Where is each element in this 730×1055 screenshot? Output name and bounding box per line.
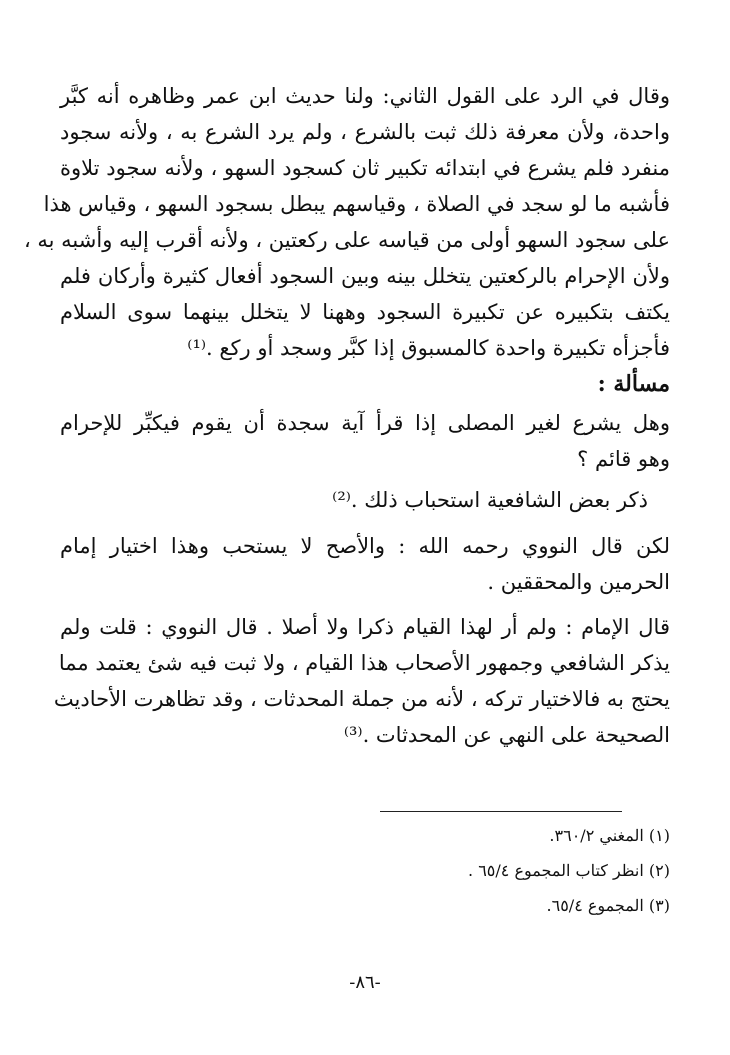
text-line: يحتج به فالاختيار تركه ، لأنه من جملة المحدثات ، وقد تظاهرت الأحاديث [53, 687, 670, 711]
text-line: واحدة، ولأن معرفة ذلك ثبت بالشرع ، ولم يرد الشرع به ، ولأنه سجود [60, 120, 670, 144]
text-line: يكتف بتكبيره عن تكبيرة السجود وههنا لا يتخلل بينهما سوى السلام [60, 300, 670, 324]
text-line: وهو قائم ؟ [577, 447, 670, 471]
question-paragraph [60, 405, 670, 477]
section-heading: مسألة : [597, 371, 670, 397]
footnote-1: (١) المغني ٣٦٠/٢. [549, 826, 670, 845]
text-line: على سجود السهو أولى من قياسه على ركعتين ، ولأنه أقرب إليه وأشبه به ، [23, 228, 670, 252]
paragraph-4 [53, 609, 670, 753]
text-line: فأجزأه تكبيرة واحدة كالمسبوق إذا كبَّر وسجد أو ركع .⁽¹⁾ [187, 336, 670, 360]
text-line: لكن قال النووي رحمه الله : والأصح لا يستحب وهذا اختيار إمام [60, 534, 670, 558]
text-line: ولأن الإحرام بالركعتين يتخلل بينه وبين السجود أفعال كثيرة وأركان فلم [60, 264, 670, 288]
footnote-2: (٢) انظر كتاب المجموع ٦٥/٤ . [468, 861, 670, 880]
page-number: -٨٦- [349, 972, 381, 993]
text-line: فأشبه ما لو سجد في الصلاة ، وقياسهم يبطل بسجود السهو ، وقياس هذا [43, 192, 670, 216]
paragraph-2 [60, 482, 670, 518]
paragraph-1 [23, 78, 670, 366]
footnote-3: (٣) المجموع ٦٥/٤. [546, 896, 670, 915]
text-line: قال الإمام : ولم أر لهذا القيام ذكرا ولا أصلا . قال النووي : قلت ولم [60, 615, 670, 639]
footnote-separator [380, 811, 622, 812]
text-line: يذكر الشافعي وجمهور الأصحاب هذا القيام ، ولا ثبت فيه شئ يعتمد مما [58, 651, 670, 675]
paragraph-3 [60, 528, 670, 600]
text-line: الحرمين والمحققين . [487, 570, 670, 594]
text-line: وهل يشرع لغير المصلى إذا قرأ آية سجدة أن يقوم فيكبِّر للإحرام [60, 411, 670, 435]
footnotes [270, 818, 670, 923]
text-line: وقال في الرد على القول الثاني: ولنا حديث ابن عمر وظاهره أنه كبَّر [60, 84, 670, 108]
text-line: منفرد فلم يشرع في ابتدائه تكبير ثان كسجود السهو ، ولأنه سجود تلاوة [60, 156, 670, 180]
text-line: ذكر بعض الشافعية استحباب ذلك .⁽²⁾ [332, 488, 648, 512]
text-line: الصحيحة على النهي عن المحدثات .⁽³⁾ [343, 723, 670, 747]
